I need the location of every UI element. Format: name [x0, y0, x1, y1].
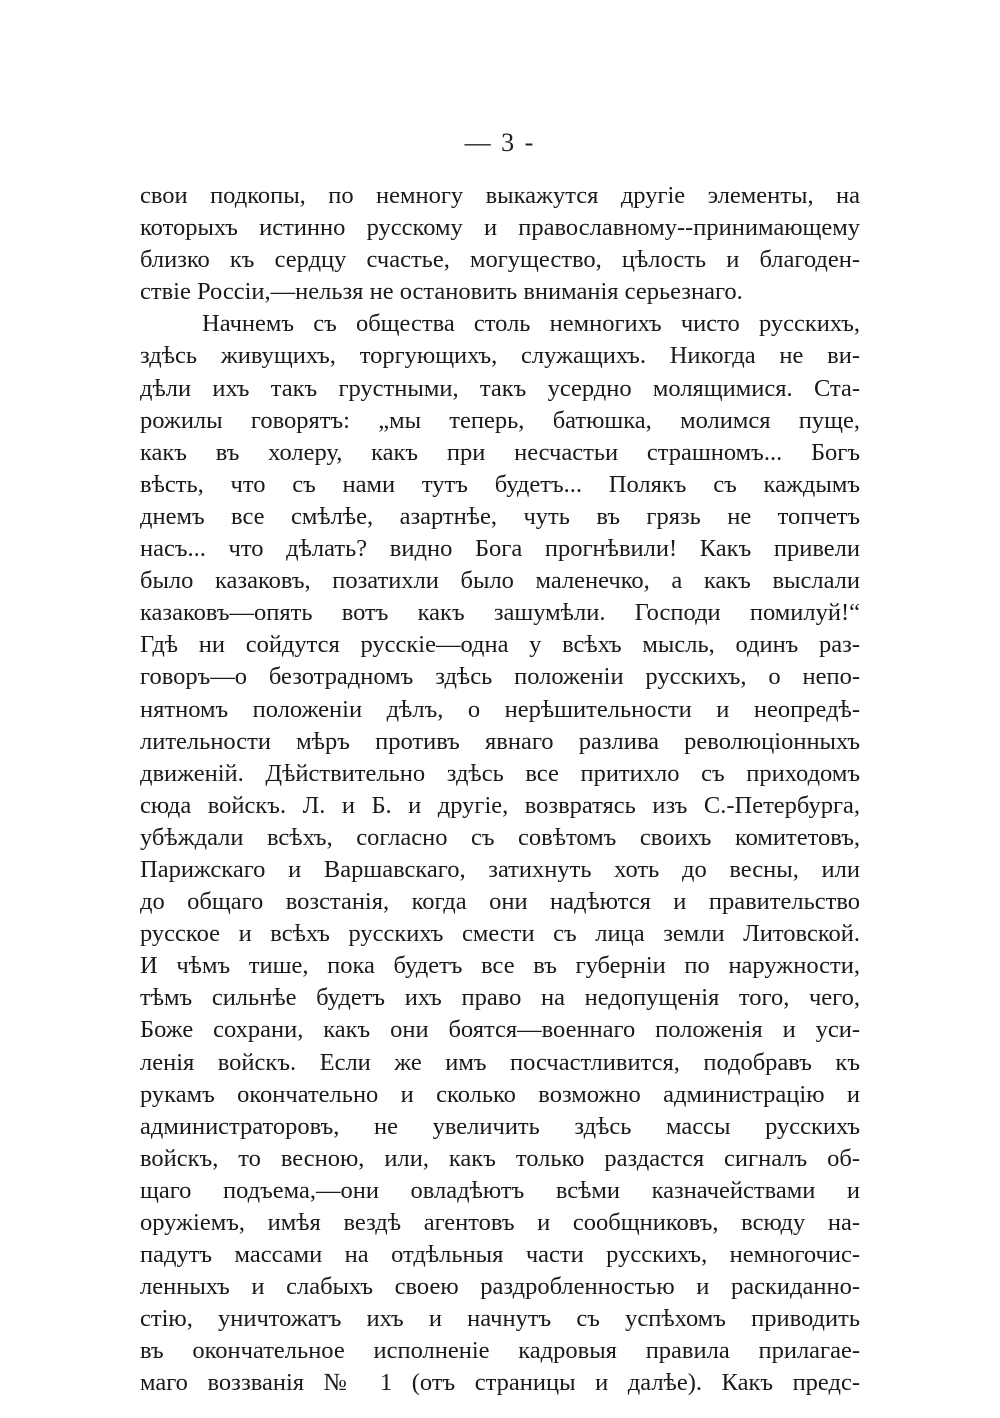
- text-line: щаго подъема,—они овладѣютъ всѣми казначействами и: [140, 1176, 860, 1204]
- text-line: ленныхъ и слабыхъ своею раздробленностью и раскиданно-: [140, 1273, 860, 1301]
- text-line: Гдѣ ни сойдутся русскіе—одна у всѣхъ мысль, одинъ раз-: [140, 631, 860, 659]
- text-line: въ окончательное исполненіе кадровыя правила прилагае-: [140, 1337, 860, 1365]
- text-line: вѣсть, что съ нами тутъ будетъ... Полякъ съ каждымъ: [140, 470, 860, 498]
- text-line: нятномъ положеніи дѣлъ, о нерѣшительности и неопредѣ-: [140, 695, 860, 723]
- text-line: падутъ массами на отдѣльныя части русскихъ, немногочис-: [140, 1241, 860, 1269]
- text-line: говоръ—о безотрадномъ здѣсь положеніи русскихъ, о непо-: [140, 663, 860, 691]
- text-line: ленія войскъ. Если же имъ посчастливится, подобравъ къ: [140, 1048, 860, 1076]
- text-line: И чѣмъ тише, пока будетъ все въ губерніи по наружности,: [140, 952, 860, 980]
- text-line: насъ... что дѣлать? видно Бога прогнѣвили! Какъ привели: [140, 535, 860, 563]
- text-line: русское и всѣхъ русскихъ смести съ лица земли Литовской.: [140, 920, 860, 948]
- text-line: маго воззванія № 1 (отъ страницы и далѣе). Какъ предс-: [140, 1369, 860, 1397]
- text-line: до общаго возстанія, когда они надѣются и правительство: [140, 888, 860, 916]
- body-text: [140, 180, 860, 1400]
- text-line: свои подкопы, по немногу выкажутся другіе элементы, на: [140, 182, 860, 209]
- text-line: убѣждали всѣхъ, согласно съ совѣтомъ своихъ комитетовъ,: [140, 823, 860, 851]
- text-line: рукамъ окончательно и сколько возможно администрацію и: [140, 1080, 860, 1108]
- text-line: Начнемъ съ общества столь немногихъ чисто русскихъ,: [202, 310, 860, 338]
- text-line: какъ въ холеру, какъ при несчастьи страшномъ... Богъ: [140, 438, 860, 466]
- text-line: дѣли ихъ такъ грустными, такъ усердно молящимися. Ста-: [140, 374, 860, 402]
- text-line: лительности мѣръ противъ явнаго разлива революціонныхъ: [140, 727, 860, 755]
- text-line: администраторовъ, не увеличить здѣсь массы русскихъ: [140, 1112, 860, 1140]
- text-line: стію, уничтожатъ ихъ и начнутъ съ успѣхомъ приводить: [140, 1305, 860, 1333]
- text-line: было казаковъ, позатихли было маленечко, а какъ выслали: [140, 567, 860, 595]
- text-line: которыхъ истинно русскому и православному--принимающему: [140, 214, 860, 242]
- text-line: рожилы говорятъ: „мы теперь, батюшка, молимся пуще,: [140, 406, 860, 434]
- text-line: движеній. Дѣйствительно здѣсь все притихло съ приходомъ: [140, 759, 860, 787]
- text-line: казаковъ—опять вотъ какъ зашумѣли. Господи помилуй!“: [140, 599, 860, 627]
- text-line: днемъ все смѣлѣе, азартнѣе, чуть въ грязь не топчетъ: [140, 502, 860, 530]
- text-line: ствіе Россіи,—нельзя не остановить вниманія серьезнаго.: [140, 278, 743, 306]
- text-line: Боже сохрани, какъ они боятся—военнаго положенія и уси-: [140, 1016, 860, 1044]
- text-line: тѣмъ сильнѣе будетъ ихъ право на недопущенія того, чего,: [140, 984, 860, 1012]
- text-line: Парижскаго и Варшавскаго, затихнуть хоть до весны, или: [140, 855, 860, 883]
- text-line: близко къ сердцу счастье, могущество, цѣлость и благоден-: [140, 246, 860, 274]
- page-number: — 3 -: [464, 128, 536, 157]
- text-line: войскъ, то весною, или, какъ только раздастся сигналъ об-: [140, 1144, 860, 1172]
- text-line: оружіемъ, имѣя вездѣ агентовъ и сообщниковъ, всюду на-: [140, 1209, 860, 1236]
- text-line: сюда войскъ. Л. и Б. и другіе, возвратясь изъ С.-Петербурга,: [140, 791, 860, 819]
- text-line: здѣсь живущихъ, торгующихъ, служащихъ. Никогда не ви-: [140, 342, 860, 370]
